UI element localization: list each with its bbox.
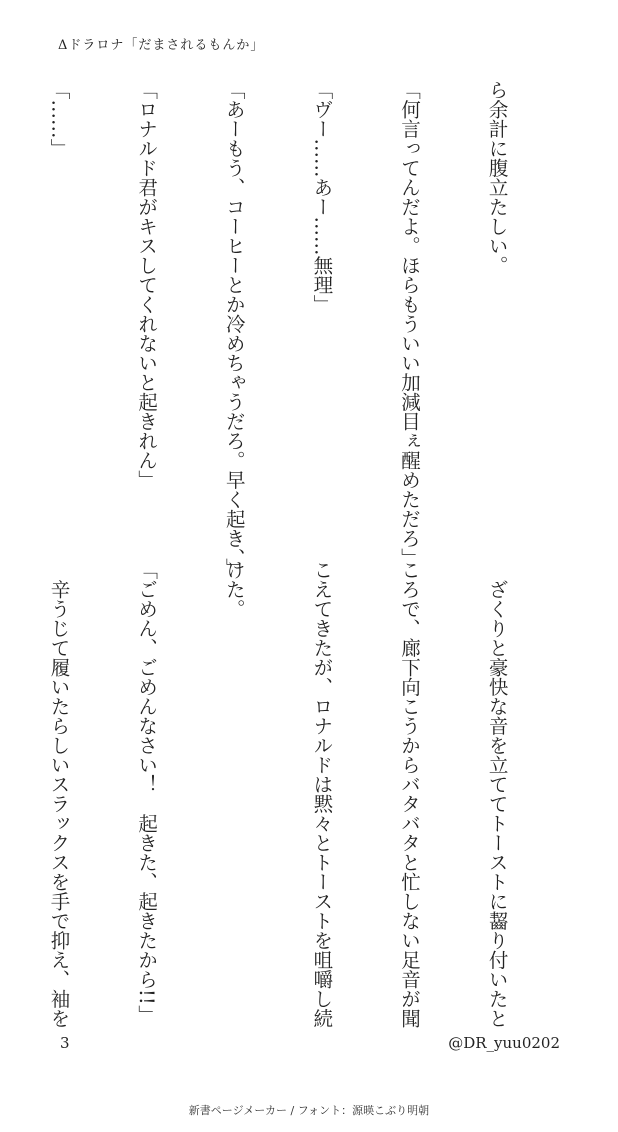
- text-line: 「ロナルド君がキスしてくれないと起きれん」: [135, 80, 159, 490]
- text-line: ざくりと豪快な音を立ててトーストに齧り付いたと: [485, 560, 509, 1028]
- text-line: ら余計に腹立たしい。: [485, 80, 509, 275]
- upper-text-column: [0, 80, 570, 578]
- page-number: 3: [60, 1034, 70, 1052]
- text-line: 「何言ってんだよ。ほらもういい加減目ぇ醒めただろ」: [397, 80, 421, 568]
- text-line: こえてきたが、ロナルドは黙々とトーストを咀嚼し続: [310, 560, 334, 1028]
- text-line: 辛うじて履いたらしいスラックスを手で抑え、袖を: [47, 560, 71, 1028]
- footer-credit: 新書ページメーカー / フォント：源暎こぶり明朝: [188, 1104, 430, 1117]
- text-line: けた。: [222, 560, 246, 619]
- text-line: 「ごめん、ごめんなさい！ 起きた、起きたから!!」: [135, 560, 159, 1025]
- text-line: 「ヴー……あー……無理」: [310, 80, 334, 314]
- author-handle: @DR_yuu0202: [448, 1034, 560, 1052]
- text-line: ころで、廊下向こうからバタバタと忙しない足音が聞: [397, 560, 421, 1028]
- page-title: Δドラロナ「だまされるもんか」: [58, 38, 265, 53]
- text-line: 「……」: [47, 80, 71, 158]
- text-line: 「あーもう、コーヒーとか冷めちゃうだろ。早く起き、」: [222, 80, 246, 578]
- lower-text-column: [0, 560, 570, 1028]
